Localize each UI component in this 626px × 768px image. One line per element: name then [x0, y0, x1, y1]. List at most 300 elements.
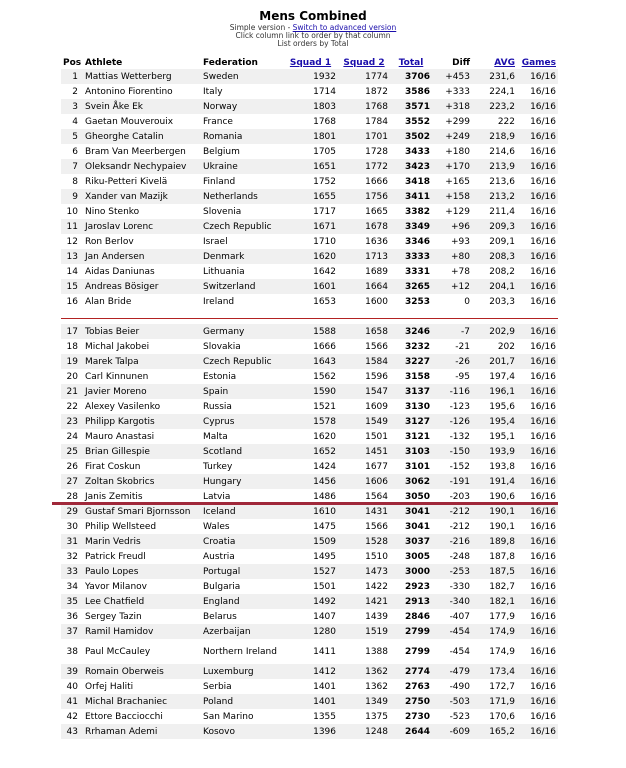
cell-diff: -503 [432, 694, 472, 709]
cell-diff: -330 [432, 579, 472, 594]
cell-total: 2730 [390, 709, 432, 724]
cell-squad1: 1717 [283, 204, 338, 219]
cell-federation: Finland [201, 174, 283, 189]
cell-games: 16/16 [517, 594, 558, 609]
cell-squad2: 1248 [338, 724, 390, 739]
cell-avg: 177,9 [472, 609, 517, 624]
cell-athlete: Sergey Tazin [83, 609, 201, 624]
cell-athlete: Firat Coskun [83, 459, 201, 474]
cell-squad1: 1562 [283, 369, 338, 384]
cell-total: 3502 [390, 129, 432, 144]
table-row [61, 474, 558, 489]
cell-pos: 30 [61, 519, 83, 534]
cell-federation: Germany [201, 324, 283, 339]
cell-total: 3333 [390, 249, 432, 264]
cell-total: 3121 [390, 429, 432, 444]
table-row [61, 174, 558, 189]
cell-avg: 209,3 [472, 219, 517, 234]
cell-diff: +299 [432, 114, 472, 129]
cell-squad2: 1388 [338, 639, 390, 664]
cell-diff: -248 [432, 549, 472, 564]
cell-games: 16/16 [517, 114, 558, 129]
cell-pos: 26 [61, 459, 83, 474]
table-row [61, 429, 558, 444]
cell-athlete: Michal Brachaniec [83, 694, 201, 709]
table-row [61, 564, 558, 579]
cell-avg: 190,6 [472, 489, 517, 504]
cell-federation: Netherlands [201, 189, 283, 204]
cell-diff: -95 [432, 369, 472, 384]
cell-squad1: 1486 [283, 489, 338, 504]
cell-avg: 189,8 [472, 534, 517, 549]
cell-athlete: Marek Talpa [83, 354, 201, 369]
cell-diff: +333 [432, 84, 472, 99]
cell-total: 2923 [390, 579, 432, 594]
cell-total: 3127 [390, 414, 432, 429]
cell-squad1: 1280 [283, 624, 338, 639]
table-row [61, 444, 558, 459]
cell-athlete: Orfej Haliti [83, 679, 201, 694]
cell-squad2: 1439 [338, 609, 390, 624]
cell-diff: -523 [432, 709, 472, 724]
cell-pos: 10 [61, 204, 83, 219]
cell-pos: 32 [61, 549, 83, 564]
cell-federation: Kosovo [201, 724, 283, 739]
cell-avg: 208,3 [472, 249, 517, 264]
cell-games: 16/16 [517, 489, 558, 504]
table-row [61, 69, 558, 84]
cell-games: 16/16 [517, 294, 558, 309]
cell-federation: Belgium [201, 144, 283, 159]
table-row [61, 709, 558, 724]
cell-games: 16/16 [517, 174, 558, 189]
cell-total: 3706 [390, 69, 432, 84]
cell-avg: 182,7 [472, 579, 517, 594]
cell-total: 3101 [390, 459, 432, 474]
cell-total: 3246 [390, 324, 432, 339]
cell-athlete: Paul McCauley [83, 639, 201, 664]
cell-pos: 37 [61, 624, 83, 639]
cell-diff: -212 [432, 519, 472, 534]
cell-athlete: Andreas Bösiger [83, 279, 201, 294]
cell-total: 2750 [390, 694, 432, 709]
cell-total: 2846 [390, 609, 432, 624]
cell-athlete: Antonino Fiorentino [83, 84, 201, 99]
cell-squad1: 1401 [283, 694, 338, 709]
sort-hint: Click column link to order by that column [235, 31, 391, 40]
cell-diff: -609 [432, 724, 472, 739]
cell-avg: 224,1 [472, 84, 517, 99]
cell-pos: 42 [61, 709, 83, 724]
table-row [61, 579, 558, 594]
cell-pos: 7 [61, 159, 83, 174]
cell-athlete: Mauro Anastasi [83, 429, 201, 444]
cell-pos: 23 [61, 414, 83, 429]
cell-federation: Serbia [201, 679, 283, 694]
cell-athlete: Lee Chatfield [83, 594, 201, 609]
cell-avg: 231,6 [472, 69, 517, 84]
cell-squad1: 1714 [283, 84, 338, 99]
cell-squad2: 1665 [338, 204, 390, 219]
cell-athlete: Bram Van Meerbergen [83, 144, 201, 159]
table-row [61, 414, 558, 429]
cell-avg: 211,4 [472, 204, 517, 219]
cell-squad1: 1527 [283, 564, 338, 579]
cell-federation: Lithuania [201, 264, 283, 279]
table-row [61, 624, 558, 639]
cell-federation: Norway [201, 99, 283, 114]
cell-total: 2913 [390, 594, 432, 609]
cell-squad1: 1401 [283, 679, 338, 694]
cell-pos: 38 [61, 639, 83, 664]
cell-games: 16/16 [517, 549, 558, 564]
cell-diff: +96 [432, 219, 472, 234]
cell-games: 16/16 [517, 474, 558, 489]
table-row [61, 204, 558, 219]
cell-squad2: 1768 [338, 99, 390, 114]
cell-squad2: 1728 [338, 144, 390, 159]
cell-diff: -340 [432, 594, 472, 609]
cell-games: 16/16 [517, 384, 558, 399]
cell-squad1: 1752 [283, 174, 338, 189]
cell-total: 2763 [390, 679, 432, 694]
cell-diff: +249 [432, 129, 472, 144]
cell-squad1: 1412 [283, 664, 338, 679]
cell-squad2: 1431 [338, 504, 390, 519]
cell-games: 16/16 [517, 99, 558, 114]
cell-diff: +158 [432, 189, 472, 204]
cell-games: 16/16 [517, 504, 558, 519]
cell-squad2: 1566 [338, 519, 390, 534]
cell-federation: Sweden [201, 69, 283, 84]
cell-games: 16/16 [517, 429, 558, 444]
cell-squad2: 1701 [338, 129, 390, 144]
table-row [61, 219, 558, 234]
cell-squad1: 1710 [283, 234, 338, 249]
cell-squad1: 1588 [283, 324, 338, 339]
cell-total: 3005 [390, 549, 432, 564]
sort-squad2-link[interactable]: Squad 2 [343, 57, 385, 68]
cell-avg: 193,9 [472, 444, 517, 459]
cell-squad1: 1411 [283, 639, 338, 664]
cell-avg: 223,2 [472, 99, 517, 114]
cell-total: 3552 [390, 114, 432, 129]
cell-pos: 40 [61, 679, 83, 694]
cell-squad1: 1671 [283, 219, 338, 234]
cell-games: 16/16 [517, 694, 558, 709]
cell-squad2: 1375 [338, 709, 390, 724]
cell-federation: Croatia [201, 534, 283, 549]
cell-avg: 174,9 [472, 639, 517, 664]
table-row [61, 189, 558, 204]
cell-diff: -479 [432, 664, 472, 679]
cell-total: 3041 [390, 519, 432, 534]
cell-athlete: Gustaf Smari Bjornsson [83, 504, 201, 519]
separator [61, 309, 558, 324]
cell-total: 3232 [390, 339, 432, 354]
cell-pos: 3 [61, 99, 83, 114]
cell-squad2: 1362 [338, 679, 390, 694]
cell-avg: 201,7 [472, 354, 517, 369]
table-row [61, 549, 558, 564]
cell-federation: San Marino [201, 709, 283, 724]
cell-athlete: Zoltan Skobrics [83, 474, 201, 489]
table-row [61, 144, 558, 159]
table-row [61, 519, 558, 534]
header-athlete: Athlete [85, 57, 123, 68]
cell-diff: -216 [432, 534, 472, 549]
cell-diff: -490 [432, 679, 472, 694]
table-row [61, 324, 558, 339]
cell-squad2: 1689 [338, 264, 390, 279]
header-pos: Pos [63, 57, 82, 68]
cell-federation: Latvia [201, 489, 283, 504]
cell-squad1: 1521 [283, 399, 338, 414]
table-row [61, 639, 558, 664]
order-hint: List orders by Total [277, 39, 349, 48]
cell-federation: Spain [201, 384, 283, 399]
table-row [61, 354, 558, 369]
cell-games: 16/16 [517, 159, 558, 174]
cell-squad2: 1636 [338, 234, 390, 249]
table-row [61, 534, 558, 549]
cell-games: 16/16 [517, 459, 558, 474]
cell-athlete: Gaetan Mouverouix [83, 114, 201, 129]
cell-avg: 172,7 [472, 679, 517, 694]
cell-avg: 208,2 [472, 264, 517, 279]
cell-squad2: 1549 [338, 414, 390, 429]
cell-federation: Slovakia [201, 339, 283, 354]
cell-athlete: Aidas Daniunas [83, 264, 201, 279]
page-title: Mens Combined [259, 9, 367, 23]
cell-federation: Slovenia [201, 204, 283, 219]
cell-diff: +453 [432, 69, 472, 84]
cell-games: 16/16 [517, 369, 558, 384]
cell-pos: 22 [61, 399, 83, 414]
cell-avg: 187,5 [472, 564, 517, 579]
cell-avg: 195,4 [472, 414, 517, 429]
cell-total: 3000 [390, 564, 432, 579]
cell-squad2: 1564 [338, 489, 390, 504]
table-row [61, 664, 558, 679]
cell-diff: -407 [432, 609, 472, 624]
cell-squad1: 1424 [283, 459, 338, 474]
cell-squad1: 1932 [283, 69, 338, 84]
cell-diff: -203 [432, 489, 472, 504]
table-row [61, 724, 558, 739]
cell-federation: France [201, 114, 283, 129]
cell-games: 16/16 [517, 664, 558, 679]
cell-total: 3037 [390, 534, 432, 549]
cell-federation: Cyprus [201, 414, 283, 429]
cell-total: 3137 [390, 384, 432, 399]
sort-total-link[interactable]: Total [398, 57, 424, 68]
cell-squad2: 1774 [338, 69, 390, 84]
cell-squad2: 1772 [338, 159, 390, 174]
cell-avg: 197,4 [472, 369, 517, 384]
table-row [61, 294, 558, 309]
cell-pos: 27 [61, 474, 83, 489]
cell-federation: Italy [201, 84, 283, 99]
cell-total: 3423 [390, 159, 432, 174]
cell-athlete: Janis Zemitis [83, 489, 201, 504]
cell-squad1: 1355 [283, 709, 338, 724]
cell-federation: Malta [201, 429, 283, 444]
cell-federation: Luxemburg [201, 664, 283, 679]
cell-squad1: 1705 [283, 144, 338, 159]
table-row [61, 369, 558, 384]
cell-total: 3418 [390, 174, 432, 189]
cell-avg: 190,1 [472, 519, 517, 534]
cell-federation: Wales [201, 519, 283, 534]
cell-diff: -126 [432, 414, 472, 429]
cell-squad1: 1803 [283, 99, 338, 114]
cell-games: 16/16 [517, 414, 558, 429]
cell-federation: Austria [201, 549, 283, 564]
cell-athlete: Philip Wellsteed [83, 519, 201, 534]
cell-pos: 29 [61, 504, 83, 519]
cell-avg: 213,2 [472, 189, 517, 204]
cell-total: 3349 [390, 219, 432, 234]
cell-diff: -21 [432, 339, 472, 354]
cell-squad2: 1501 [338, 429, 390, 444]
cell-squad2: 1362 [338, 664, 390, 679]
cell-athlete: Ramil Hamidov [83, 624, 201, 639]
cell-squad2: 1566 [338, 339, 390, 354]
group-rest [61, 324, 558, 739]
table-row [61, 114, 558, 129]
cell-squad2: 1519 [338, 624, 390, 639]
cell-diff: +180 [432, 144, 472, 159]
cell-total: 3433 [390, 144, 432, 159]
cell-total: 3331 [390, 264, 432, 279]
cell-federation: Switzerland [201, 279, 283, 294]
cell-pos: 18 [61, 339, 83, 354]
cell-federation: Denmark [201, 249, 283, 264]
cell-total: 3411 [390, 189, 432, 204]
cell-avg: 202,9 [472, 324, 517, 339]
cell-pos: 28 [61, 489, 83, 504]
cell-squad2: 1664 [338, 279, 390, 294]
cell-athlete: Romain Oberweis [83, 664, 201, 679]
sort-games-link[interactable]: Games [521, 57, 556, 68]
cell-squad1: 1578 [283, 414, 338, 429]
cell-squad2: 1510 [338, 549, 390, 564]
cell-total: 3586 [390, 84, 432, 99]
cell-squad2: 1584 [338, 354, 390, 369]
header-federation: Federation [203, 57, 258, 68]
cell-squad2: 1872 [338, 84, 390, 99]
header-row [61, 56, 558, 69]
table-row [61, 399, 558, 414]
cell-athlete: Jan Andersen [83, 249, 201, 264]
switch-advanced-link[interactable]: Switch to advanced version [292, 23, 397, 32]
cell-pos: 19 [61, 354, 83, 369]
cell-games: 16/16 [517, 339, 558, 354]
cell-athlete: Nino Stenko [83, 204, 201, 219]
table-row [61, 84, 558, 99]
cell-pos: 8 [61, 174, 83, 189]
cell-athlete: Xander van Mazijk [83, 189, 201, 204]
cell-squad2: 1600 [338, 294, 390, 309]
cell-pos: 33 [61, 564, 83, 579]
cell-pos: 20 [61, 369, 83, 384]
cell-diff: -150 [432, 444, 472, 459]
cell-federation: Estonia [201, 369, 283, 384]
table-row [61, 694, 558, 709]
cell-avg: 213,6 [472, 174, 517, 189]
cell-athlete: Svein Åke Ek [83, 99, 201, 114]
cell-squad1: 1768 [283, 114, 338, 129]
cell-athlete: Yavor Milanov [83, 579, 201, 594]
cell-pos: 34 [61, 579, 83, 594]
table-row [61, 679, 558, 694]
cell-games: 16/16 [517, 724, 558, 739]
cell-squad2: 1677 [338, 459, 390, 474]
cell-pos: 24 [61, 429, 83, 444]
group-qualified [61, 69, 558, 309]
cell-total: 2774 [390, 664, 432, 679]
cell-pos: 5 [61, 129, 83, 144]
cell-games: 16/16 [517, 534, 558, 549]
cell-diff: +165 [432, 174, 472, 189]
cell-squad1: 1666 [283, 339, 338, 354]
cell-games: 16/16 [517, 639, 558, 664]
cell-total: 3050 [390, 489, 432, 504]
cell-squad2: 1666 [338, 174, 390, 189]
cell-pos: 43 [61, 724, 83, 739]
cell-diff: -26 [432, 354, 472, 369]
cell-total: 3103 [390, 444, 432, 459]
cell-avg: 173,4 [472, 664, 517, 679]
cell-squad1: 1407 [283, 609, 338, 624]
cell-games: 16/16 [517, 324, 558, 339]
cell-total: 3062 [390, 474, 432, 489]
cell-squad1: 1801 [283, 129, 338, 144]
cell-athlete: Alexey Vasilenko [83, 399, 201, 414]
cell-diff: -123 [432, 399, 472, 414]
cell-avg: 209,1 [472, 234, 517, 249]
cell-squad2: 1473 [338, 564, 390, 579]
cell-diff: +170 [432, 159, 472, 174]
cell-total: 3571 [390, 99, 432, 114]
cell-diff: -454 [432, 639, 472, 664]
cell-avg: 190,1 [472, 504, 517, 519]
cell-games: 16/16 [517, 564, 558, 579]
cell-squad1: 1620 [283, 249, 338, 264]
cell-total: 3253 [390, 294, 432, 309]
cell-squad2: 1658 [338, 324, 390, 339]
table-row [61, 339, 558, 354]
cell-games: 16/16 [517, 399, 558, 414]
cell-pos: 13 [61, 249, 83, 264]
cell-diff: -7 [432, 324, 472, 339]
cell-federation: Iceland [201, 504, 283, 519]
cell-squad2: 1547 [338, 384, 390, 399]
sort-squad1-link[interactable]: Squad 1 [289, 57, 332, 68]
cell-federation: Poland [201, 694, 283, 709]
cell-squad2: 1678 [338, 219, 390, 234]
cell-games: 16/16 [517, 624, 558, 639]
cell-squad2: 1421 [338, 594, 390, 609]
cell-squad1: 1590 [283, 384, 338, 399]
table-row [61, 159, 558, 174]
sort-avg-link[interactable]: AVG [494, 57, 515, 68]
cell-pos: 1 [61, 69, 83, 84]
cell-games: 16/16 [517, 219, 558, 234]
cell-federation: Hungary [201, 474, 283, 489]
cell-games: 16/16 [517, 709, 558, 724]
